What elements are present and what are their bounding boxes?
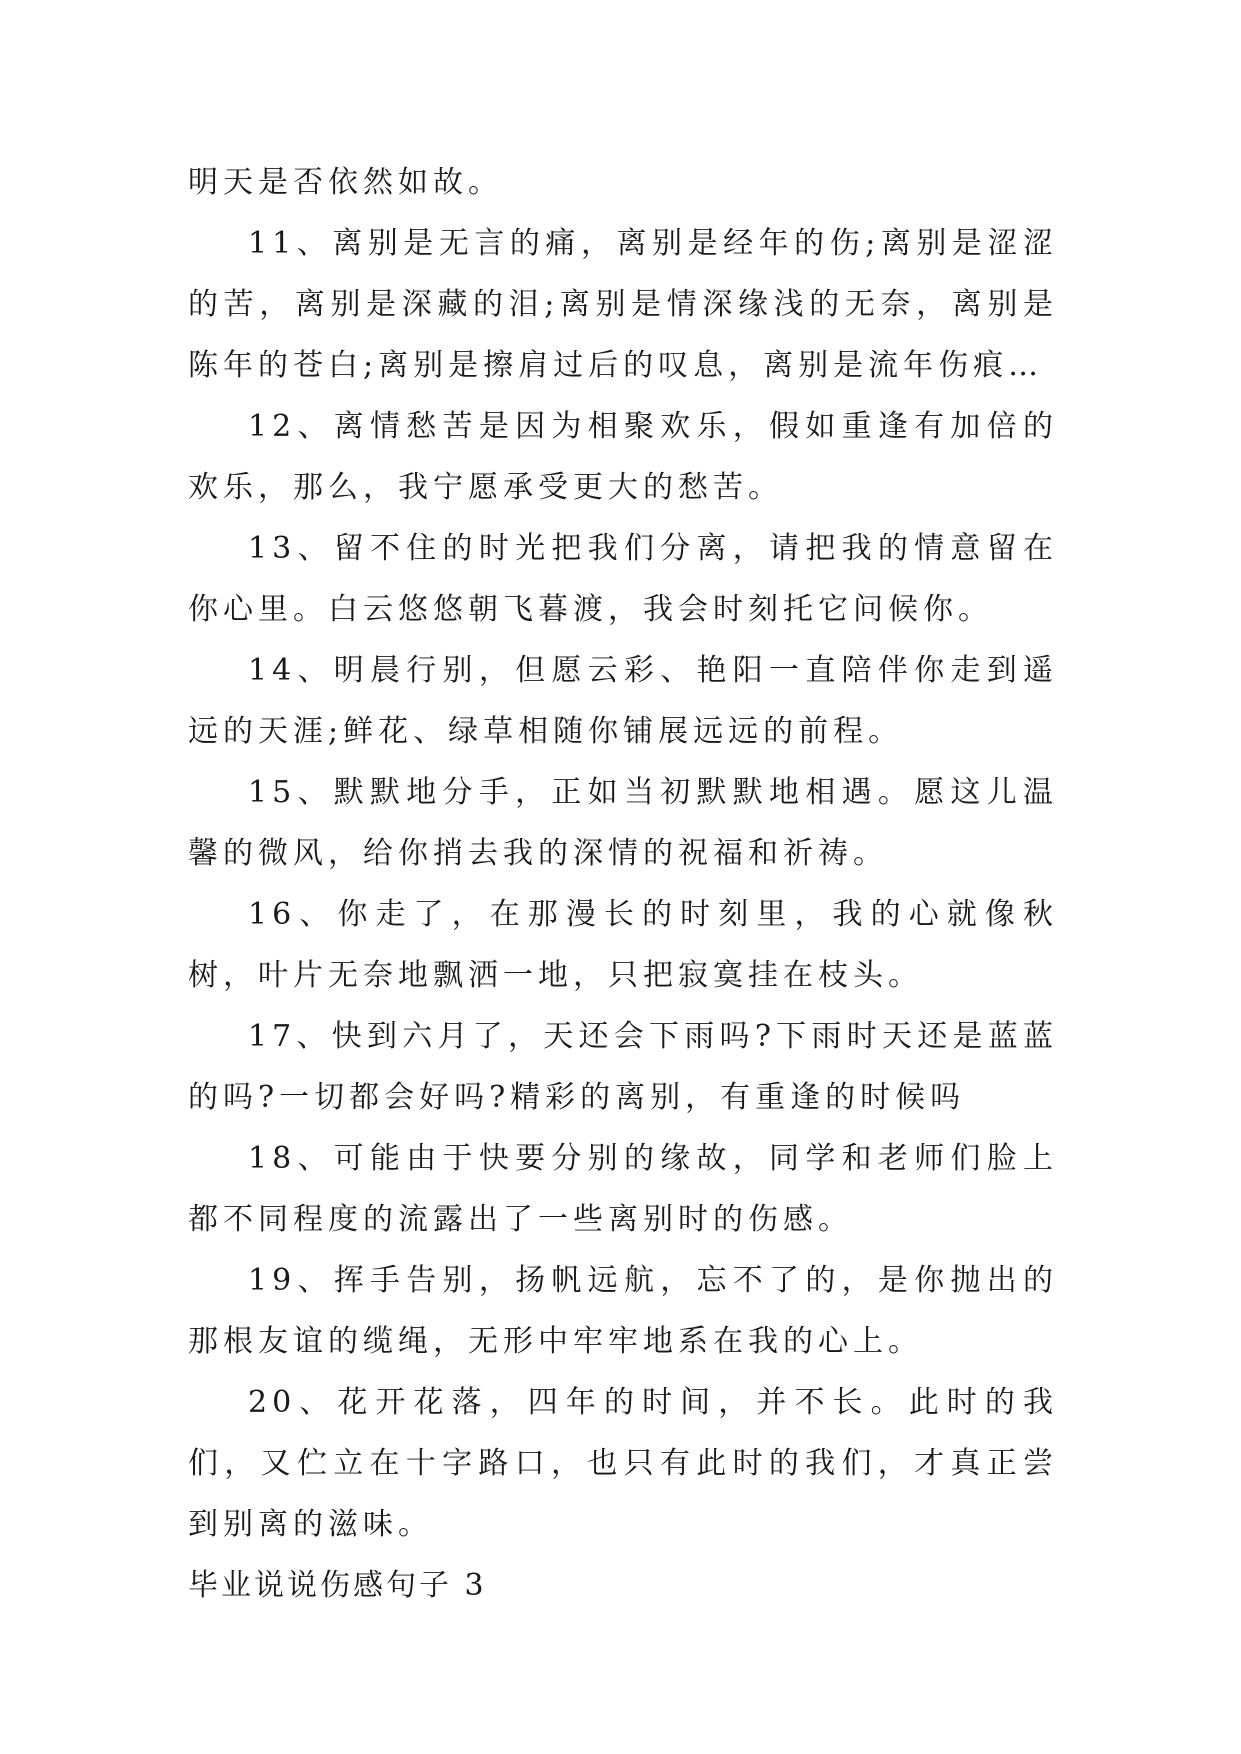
- list-item-16: 16、你走了，在那漫长的时刻里，我的心就像秋树，叶片无奈地飘洒一地，只把寂寞挂在枝头。: [188, 897, 1058, 993]
- list-item-19: 19、挥手告别，扬帆远航，忘不了的，是你抛出的那根友谊的缆绳，无形中牢牢地系在我的心上。: [188, 1263, 1058, 1359]
- list-item-18: 18、可能由于快要分别的缘故，同学和老师们脸上都不同程度的流露出了一些离别时的伤感。: [188, 1141, 1058, 1237]
- section-heading: 毕业说说伤感句子 3: [188, 1568, 487, 1603]
- list-item-12: 12、离情愁苦是因为相聚欢乐，假如重逢有加倍的欢乐，那么，我宁愿承受更大的愁苦。: [188, 409, 1058, 505]
- continuation-paragraph: 明天是否依然如故。: [188, 165, 503, 200]
- list-item-11: 11、离别是无言的痛，离别是经年的伤;离别是涩涩的苦，离别是深藏的泪;离别是情深缘浅的无奈，离别是陈年的苍白;离别是擦肩过后的叹息，离别是流年伤痕…: [188, 226, 1058, 383]
- document-body: [188, 152, 1058, 1616]
- list-item-20: 20、花开花落，四年的时间，并不长。此时的我们，又伫立在十字路口，也只有此时的我们，才真正尝到别离的滋味。: [188, 1385, 1058, 1542]
- list-item-14: 14、明晨行别，但愿云彩、艳阳一直陪伴你走到遥远的天涯;鲜花、绿草相随你铺展远远的前程。: [188, 653, 1058, 749]
- list-item-13: 13、留不住的时光把我们分离，请把我的情意留在你心里。白云悠悠朝飞暮渡，我会时刻托它问候你。: [188, 531, 1058, 627]
- list-item-15: 15、默默地分手，正如当初默默地相遇。愿这儿温馨的微风，给你捎去我的深情的祝福和祈祷。: [188, 775, 1058, 871]
- list-item-17: 17、快到六月了，天还会下雨吗?下雨时天还是蓝蓝的吗?一切都会好吗?精彩的离别，有重逢的时候吗: [188, 1019, 1058, 1115]
